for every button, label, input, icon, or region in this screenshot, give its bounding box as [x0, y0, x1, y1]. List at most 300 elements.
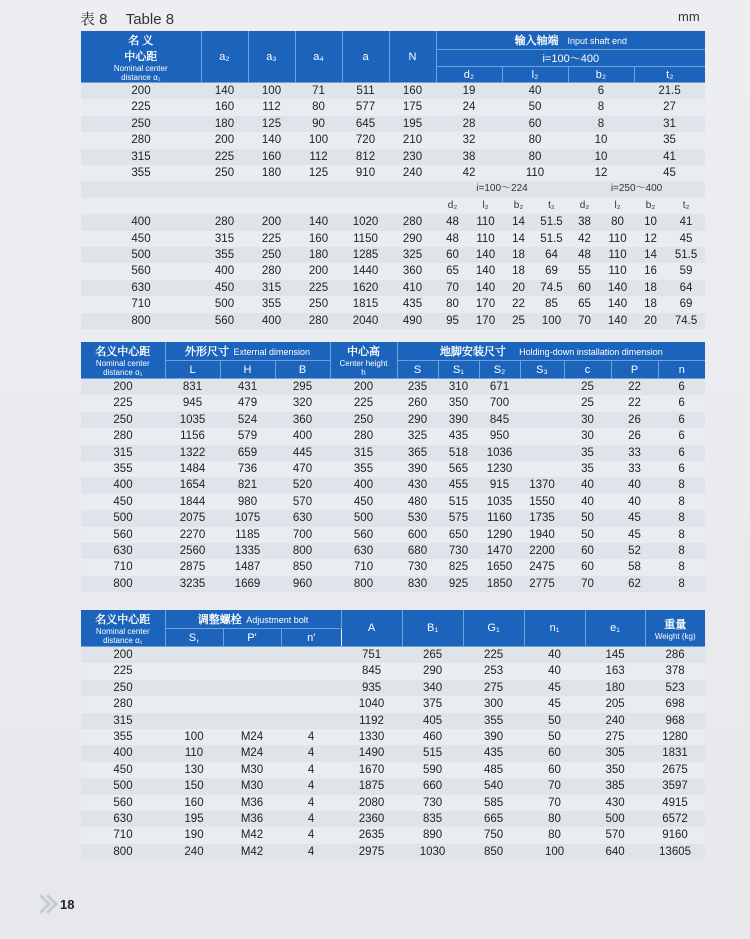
- table-cell: 850: [463, 844, 524, 860]
- table-cell: 515: [438, 494, 479, 510]
- table-cell: 2635: [341, 827, 402, 843]
- col-b1-header: B₁: [402, 610, 463, 647]
- table-cell: 26: [611, 428, 658, 444]
- table-cell: 58: [611, 559, 658, 575]
- table-cell: 980: [220, 494, 275, 510]
- table-cell: 520: [275, 477, 330, 493]
- table-cell: 698: [645, 696, 705, 712]
- table-cell: 2560: [165, 543, 220, 559]
- table-row: [81, 477, 705, 493]
- table-cell: 145: [585, 647, 645, 664]
- table-cell: 630: [330, 543, 397, 559]
- table-cell: 1490: [341, 745, 402, 761]
- table-cell: 730: [397, 559, 438, 575]
- ratio-low-label: i=100～224: [436, 181, 568, 197]
- adjustment-bolt-header: 调整螺栓 Adjustment bolt: [165, 610, 341, 629]
- col-b-header: B: [275, 361, 330, 379]
- table-cell: 2075: [165, 510, 220, 526]
- table-cell: 3597: [645, 778, 705, 794]
- table-cell: 9160: [645, 827, 705, 843]
- table-cell: 445: [275, 445, 330, 461]
- table-cell: 2675: [645, 762, 705, 778]
- table-cell: 35: [564, 461, 611, 477]
- table-cell: 22: [611, 395, 658, 411]
- table-cell: 378: [645, 663, 705, 679]
- table-cell: 460: [402, 729, 463, 745]
- nominal-center-header: 名义中心距 Nominal center distance α₁: [81, 610, 165, 647]
- table-cell: 1831: [645, 745, 705, 761]
- table-cell: 250: [330, 412, 397, 428]
- table-cell: 950: [479, 428, 520, 444]
- table-cell: 1160: [479, 510, 520, 526]
- table-cell: 450: [81, 762, 165, 778]
- table-cell: 40: [564, 494, 611, 510]
- table-cell: 4: [281, 795, 341, 811]
- table-cell: 60: [564, 559, 611, 575]
- table-cell: M36: [223, 795, 281, 811]
- table-cell: 305: [585, 745, 645, 761]
- table-cell: [520, 395, 564, 411]
- table-cell: 260: [397, 395, 438, 411]
- col-a-header: a: [342, 31, 389, 83]
- table-cell: 40: [611, 494, 658, 510]
- table-cell: 390: [463, 729, 524, 745]
- table-cell: 355: [463, 713, 524, 729]
- table-cell: 1192: [341, 713, 402, 729]
- table-cell: 400: [275, 428, 330, 444]
- table-cell: 1550: [520, 494, 564, 510]
- unit-label: mm: [678, 9, 700, 24]
- table-cell: 240: [165, 844, 223, 860]
- col-e1-header: e₁: [585, 610, 645, 647]
- table-cell: 470: [275, 461, 330, 477]
- table-cell: 1330: [341, 729, 402, 745]
- table-cell: 480: [397, 494, 438, 510]
- table-cell: 730: [438, 543, 479, 559]
- table-cell: 40: [564, 477, 611, 493]
- table-cell: 968: [645, 713, 705, 729]
- table-cell: 575: [438, 510, 479, 526]
- table-cell: 100: [165, 729, 223, 745]
- table-cell: 225: [81, 663, 165, 679]
- table-cell: 290: [397, 412, 438, 428]
- table-row: [81, 543, 705, 559]
- table-cell: 8: [658, 576, 705, 592]
- table-cell: 150: [165, 778, 223, 794]
- col-n-header: n: [658, 361, 705, 379]
- table-cell: 290: [402, 663, 463, 679]
- table-row: 800 560 400 280 2040 490 95 170 25 100 70 140 20 74.5: [81, 313, 705, 329]
- table-row: [81, 494, 705, 510]
- col-l2-header: l₂: [502, 67, 568, 83]
- table-cell: 4: [281, 778, 341, 794]
- table-cell: 110: [165, 745, 223, 761]
- table-cell: 4: [281, 844, 341, 860]
- shaft-dimension-table: [81, 31, 705, 329]
- col-c-header: c: [564, 361, 611, 379]
- table-cell: 640: [585, 844, 645, 860]
- table-cell: 935: [341, 680, 402, 696]
- chevron-right-icon: [38, 893, 58, 915]
- nominal-center-header: 名 义 中心距 Nominal center distance α₁: [81, 31, 201, 83]
- table-cell: 700: [275, 527, 330, 543]
- table-cell: 800: [81, 844, 165, 860]
- table-row: [81, 811, 705, 827]
- table-cell: 435: [463, 745, 524, 761]
- table-cell: 600: [397, 527, 438, 543]
- table-cell: 315: [330, 445, 397, 461]
- table-cell: 8: [658, 494, 705, 510]
- table-cell: 200: [81, 379, 165, 396]
- table-cell: 671: [479, 379, 520, 396]
- table-cell: [223, 696, 281, 712]
- table-cell: 500: [585, 811, 645, 827]
- table-cell: 400: [81, 477, 165, 493]
- table-cell: 26: [611, 412, 658, 428]
- table-row: [81, 395, 705, 411]
- table-cell: [165, 663, 223, 679]
- table-cell: 22: [611, 379, 658, 396]
- col-a2-header: a₂: [201, 31, 248, 83]
- table-cell: 280: [81, 696, 165, 712]
- table-cell: M24: [223, 729, 281, 745]
- table-row: [81, 844, 705, 860]
- table-cell: 340: [402, 680, 463, 696]
- table-row: [81, 713, 705, 729]
- table-cell: 2080: [341, 795, 402, 811]
- table-cell: 825: [438, 559, 479, 575]
- table-cell: 250: [81, 412, 165, 428]
- table-cell: 205: [585, 696, 645, 712]
- table-cell: 100: [524, 844, 585, 860]
- table-cell: 40: [611, 477, 658, 493]
- table-cell: 915: [479, 477, 520, 493]
- table-cell: 1075: [220, 510, 275, 526]
- table-row: [81, 428, 705, 444]
- table-row: [81, 680, 705, 696]
- table-cell: 6: [658, 445, 705, 461]
- table-cell: [520, 379, 564, 396]
- table-cell: 6: [658, 395, 705, 411]
- table-cell: 560: [81, 795, 165, 811]
- table-cell: 2775: [520, 576, 564, 592]
- table-cell: 3235: [165, 576, 220, 592]
- table-cell: 2200: [520, 543, 564, 559]
- table-cell: 360: [275, 412, 330, 428]
- table-cell: 1875: [341, 778, 402, 794]
- table-cell: 560: [81, 527, 165, 543]
- table-cell: 590: [402, 762, 463, 778]
- table-cell: 1230: [479, 461, 520, 477]
- table-cell: 2475: [520, 559, 564, 575]
- table-cell: 1850: [479, 576, 520, 592]
- table-cell: 4: [281, 811, 341, 827]
- table-cell: 800: [81, 576, 165, 592]
- table-cell: 280: [330, 428, 397, 444]
- table-cell: 4915: [645, 795, 705, 811]
- table-cell: [165, 680, 223, 696]
- table-cell: 40: [524, 663, 585, 679]
- table-cell: 6: [658, 428, 705, 444]
- table-cell: 751: [341, 647, 402, 664]
- table-cell: 30: [564, 428, 611, 444]
- table-cell: 660: [402, 778, 463, 794]
- table-cell: 8: [658, 527, 705, 543]
- table-row: 630 450 315 225 1620 410 70 140 20 74.5 60 140 18 64: [81, 280, 705, 296]
- table-cell: 540: [463, 778, 524, 794]
- col-h-header: H: [220, 361, 275, 379]
- table-cell: M30: [223, 778, 281, 794]
- table-cell: 710: [330, 559, 397, 575]
- col-a3-header: a₃: [248, 31, 295, 83]
- table-cell: 163: [585, 663, 645, 679]
- table-cell: 190: [165, 827, 223, 843]
- table-cell: 835: [402, 811, 463, 827]
- table-cell: 665: [463, 811, 524, 827]
- col-p-header: P: [611, 361, 658, 379]
- table-row: [81, 412, 705, 428]
- col-p-header: P': [223, 629, 281, 647]
- input-shaft-header: 输入轴端 Input shaft end: [436, 31, 705, 50]
- table-cell: 518: [438, 445, 479, 461]
- table-cell: 390: [397, 461, 438, 477]
- table-cell: [281, 663, 341, 679]
- table-cell: 1335: [220, 543, 275, 559]
- table-cell: 1735: [520, 510, 564, 526]
- table-cell: 890: [402, 827, 463, 843]
- external-dimension-header: 外形尺寸 External dimension: [165, 342, 330, 361]
- table-cell: 1030: [402, 844, 463, 860]
- table-cell: 1670: [341, 762, 402, 778]
- table-cell: 8: [658, 477, 705, 493]
- table-row: 225 160 112 80 577 175 24 50 8 27: [81, 99, 705, 115]
- table-cell: 680: [397, 543, 438, 559]
- table-cell: 35: [564, 445, 611, 461]
- ratio-high-label: i=250～400: [568, 181, 705, 197]
- table-cell: 4: [281, 827, 341, 843]
- table-cell: 560: [330, 527, 397, 543]
- weight-header: 重量 Weight (kg): [645, 610, 705, 647]
- table-cell: 70: [524, 778, 585, 794]
- table-cell: 385: [585, 778, 645, 794]
- table-cell: 70: [564, 576, 611, 592]
- table-cell: 50: [564, 510, 611, 526]
- table-cell: 4: [281, 729, 341, 745]
- table-cell: [223, 680, 281, 696]
- table-cell: 180: [585, 680, 645, 696]
- col-b2-header: b₂: [568, 67, 634, 83]
- center-height-header: 中心高 Center height h: [330, 342, 397, 379]
- table-row: 315 225 160 112 812 230 38 80 10 41: [81, 149, 705, 165]
- table-cell: 375: [402, 696, 463, 712]
- col-s-header: S,: [165, 629, 223, 647]
- holding-down-header: 地脚安装尺寸 Holding-down installation dimension: [397, 342, 705, 361]
- col-d2-header: d₂: [436, 67, 502, 83]
- table-cell: 45: [524, 696, 585, 712]
- table-row: 200 140 100 71 511 160 19 40 6 21.5: [81, 83, 705, 100]
- table-cell: 1650: [479, 559, 520, 575]
- table-cell: 33: [611, 445, 658, 461]
- table-cell: 1280: [645, 729, 705, 745]
- table-cell: 225: [330, 395, 397, 411]
- table-cell: 400: [330, 477, 397, 493]
- table-cell: 240: [585, 713, 645, 729]
- table-cell: 62: [611, 576, 658, 592]
- table-title: [80, 8, 174, 29]
- table-cell: 6: [658, 412, 705, 428]
- table-cell: 431: [220, 379, 275, 396]
- table-cell: 405: [402, 713, 463, 729]
- table-cell: 320: [275, 395, 330, 411]
- table-cell: 925: [438, 576, 479, 592]
- table-cell: 1669: [220, 576, 275, 592]
- table-cell: 524: [220, 412, 275, 428]
- table-cell: 500: [81, 510, 165, 526]
- table-cell: 355: [81, 461, 165, 477]
- table-cell: 60: [524, 745, 585, 761]
- table-cell: 1036: [479, 445, 520, 461]
- table-cell: 130: [165, 762, 223, 778]
- table-cell: 315: [81, 713, 165, 729]
- table-title-en: Table 8: [125, 11, 175, 28]
- table-cell: 275: [585, 729, 645, 745]
- table-cell: 430: [397, 477, 438, 493]
- table-cell: 2875: [165, 559, 220, 575]
- external-dimension-table: [81, 342, 705, 592]
- table-cell: 630: [81, 811, 165, 827]
- table-cell: 50: [564, 527, 611, 543]
- table-cell: M42: [223, 827, 281, 843]
- table-cell: 830: [397, 576, 438, 592]
- table-cell: 365: [397, 445, 438, 461]
- col-l-header: L: [165, 361, 220, 379]
- table-cell: 45: [524, 680, 585, 696]
- table-cell: 530: [397, 510, 438, 526]
- table-cell: 960: [275, 576, 330, 592]
- table-cell: [281, 680, 341, 696]
- table-cell: [281, 713, 341, 729]
- table-cell: 800: [275, 543, 330, 559]
- table-cell: 50: [524, 729, 585, 745]
- table-title-cn: 表 8: [80, 11, 108, 28]
- table-cell: 70: [524, 795, 585, 811]
- table-cell: 253: [463, 663, 524, 679]
- table-cell: 821: [220, 477, 275, 493]
- table-cell: 4: [281, 762, 341, 778]
- table-cell: 52: [611, 543, 658, 559]
- table-cell: 30: [564, 412, 611, 428]
- table-row: [81, 778, 705, 794]
- table-row: 250 180 125 90 645 195 28 60 8 31: [81, 116, 705, 132]
- table-row: 500 355 250 180 1285 325 60 140 18 64 48 110 14 51.5: [81, 247, 705, 263]
- table-cell: 195: [165, 811, 223, 827]
- table-cell: 450: [330, 494, 397, 510]
- table-cell: 286: [645, 647, 705, 664]
- table-row: 450 315 225 160 1150 290 48 110 14 51.5 42 110 12 45: [81, 231, 705, 247]
- table-cell: 435: [438, 428, 479, 444]
- table-row: 280 200 140 100 720 210 32 80 10 35: [81, 132, 705, 148]
- table-cell: 1844: [165, 494, 220, 510]
- table-cell: 400: [81, 745, 165, 761]
- table-cell: 565: [438, 461, 479, 477]
- table-cell: [520, 428, 564, 444]
- table-cell: 1470: [479, 543, 520, 559]
- table-cell: 355: [81, 729, 165, 745]
- table-cell: [223, 713, 281, 729]
- table-cell: 750: [463, 827, 524, 843]
- col-n-header: N: [389, 31, 436, 83]
- table-cell: 579: [220, 428, 275, 444]
- table-cell: 80: [524, 827, 585, 843]
- table-cell: 8: [658, 510, 705, 526]
- table-cell: 479: [220, 395, 275, 411]
- table-cell: 60: [524, 762, 585, 778]
- table-cell: 1370: [520, 477, 564, 493]
- table-cell: 45: [611, 510, 658, 526]
- table-cell: 831: [165, 379, 220, 396]
- table-row: [81, 663, 705, 679]
- col-g1-header: G₁: [463, 610, 524, 647]
- table-cell: 390: [438, 412, 479, 428]
- table-cell: 585: [463, 795, 524, 811]
- table-cell: 1940: [520, 527, 564, 543]
- nominal-center-header: 名义中心距 Nominal center distance α₁: [81, 342, 165, 379]
- table-cell: [223, 647, 281, 664]
- table-cell: 8: [658, 559, 705, 575]
- table-cell: 4: [281, 745, 341, 761]
- table-cell: 225: [81, 395, 165, 411]
- table-cell: 45: [611, 527, 658, 543]
- table-cell: 6: [658, 461, 705, 477]
- table-cell: 280: [81, 428, 165, 444]
- table-row: [81, 795, 705, 811]
- table-cell: M36: [223, 811, 281, 827]
- table-cell: [165, 647, 223, 664]
- table-cell: 1484: [165, 461, 220, 477]
- table-cell: 730: [402, 795, 463, 811]
- table-row: [81, 576, 705, 592]
- table-row: [81, 527, 705, 543]
- table-cell: 1487: [220, 559, 275, 575]
- table-cell: 275: [463, 680, 524, 696]
- table-row: 355 250 180 125 910 240 42 110 12 45: [81, 165, 705, 181]
- col-a-header: A: [341, 610, 402, 647]
- table-cell: [520, 461, 564, 477]
- table-cell: [165, 713, 223, 729]
- table-cell: 300: [463, 696, 524, 712]
- table-row: 710 500 355 250 1815 435 80 170 22 85 65 140 18 69: [81, 296, 705, 312]
- col-s3-header: S₃: [520, 361, 564, 379]
- table-cell: 945: [165, 395, 220, 411]
- col-s1-header: S₁: [438, 361, 479, 379]
- table-cell: 50: [524, 713, 585, 729]
- table-cell: 60: [564, 543, 611, 559]
- table-cell: 570: [275, 494, 330, 510]
- table-cell: M24: [223, 745, 281, 761]
- table-cell: 659: [220, 445, 275, 461]
- table-cell: M42: [223, 844, 281, 860]
- table-cell: 33: [611, 461, 658, 477]
- col-t2-header: t₂: [634, 67, 705, 83]
- table-row: [81, 762, 705, 778]
- table-row: [81, 510, 705, 526]
- table-cell: [281, 647, 341, 664]
- table-cell: 845: [479, 412, 520, 428]
- table-cell: 25: [564, 395, 611, 411]
- table-cell: 845: [341, 663, 402, 679]
- col-s-header: S: [397, 361, 438, 379]
- table-cell: 1035: [165, 412, 220, 428]
